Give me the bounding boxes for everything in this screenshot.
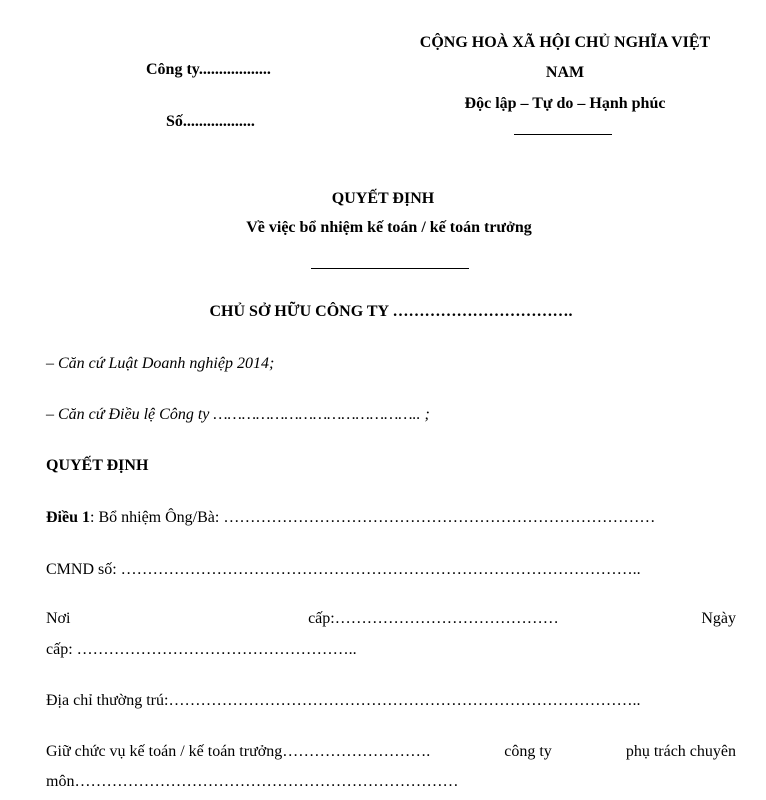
- issue-place-line: [46, 610, 736, 628]
- legal-basis-charter: – Căn cứ Điều lệ Công ty …………………………………….. ;: [46, 406, 430, 423]
- document-title: QUYẾT ĐỊNH: [331, 190, 435, 207]
- position-line2: môn………………………………………………………………: [46, 773, 459, 790]
- article-1-label: Điều 1: [46, 509, 90, 526]
- legal-basis-law: – Căn cứ Luật Doanh nghiệp 2014;: [46, 355, 275, 372]
- position-part1: Giữ chức vụ kế toán / kế toán trưởng……………………….: [46, 743, 431, 760]
- title-underline: [311, 268, 469, 269]
- owner-heading: CHỦ SỞ HỮU CÔNG TY …………………………….: [209, 303, 573, 320]
- company-name-line: Công ty..................: [146, 61, 271, 78]
- document-number-line: Số..................: [166, 113, 255, 130]
- id-number-field: CMND số: ……………………………………………………………………………………..: [46, 561, 641, 578]
- article-1-text: : Bổ nhiệm Ông/Bà: ………………………………………………………………………: [90, 509, 656, 526]
- position-mid: công ty: [504, 743, 552, 760]
- decision-heading: QUYẾT ĐỊNH: [46, 457, 149, 474]
- position-part2: phụ trách chuyên: [625, 743, 736, 760]
- national-motto: Độc lập – Tự do – Hạnh phúc: [464, 95, 666, 112]
- issue-place-dots: cấp:……………………………………: [308, 610, 559, 627]
- issue-date-field: cấp: ……………………………………………..: [46, 641, 357, 658]
- article-1-line: [46, 509, 655, 527]
- position-line: [46, 743, 736, 761]
- document-subtitle: Về việc bổ nhiệm kế toán / kế toán trưởng: [246, 219, 532, 236]
- issue-date-word: Ngày: [701, 610, 736, 627]
- country-name-line2: NAM: [545, 64, 585, 81]
- issue-place-word: Nơi: [46, 610, 71, 627]
- motto-underline: [514, 134, 612, 135]
- permanent-address-field: Địa chỉ thường trú:……………………………………………………………………………..: [46, 692, 641, 709]
- country-name-line1: CỘNG HOÀ XÃ HỘI CHỦ NGHĨA VIỆT: [419, 34, 711, 51]
